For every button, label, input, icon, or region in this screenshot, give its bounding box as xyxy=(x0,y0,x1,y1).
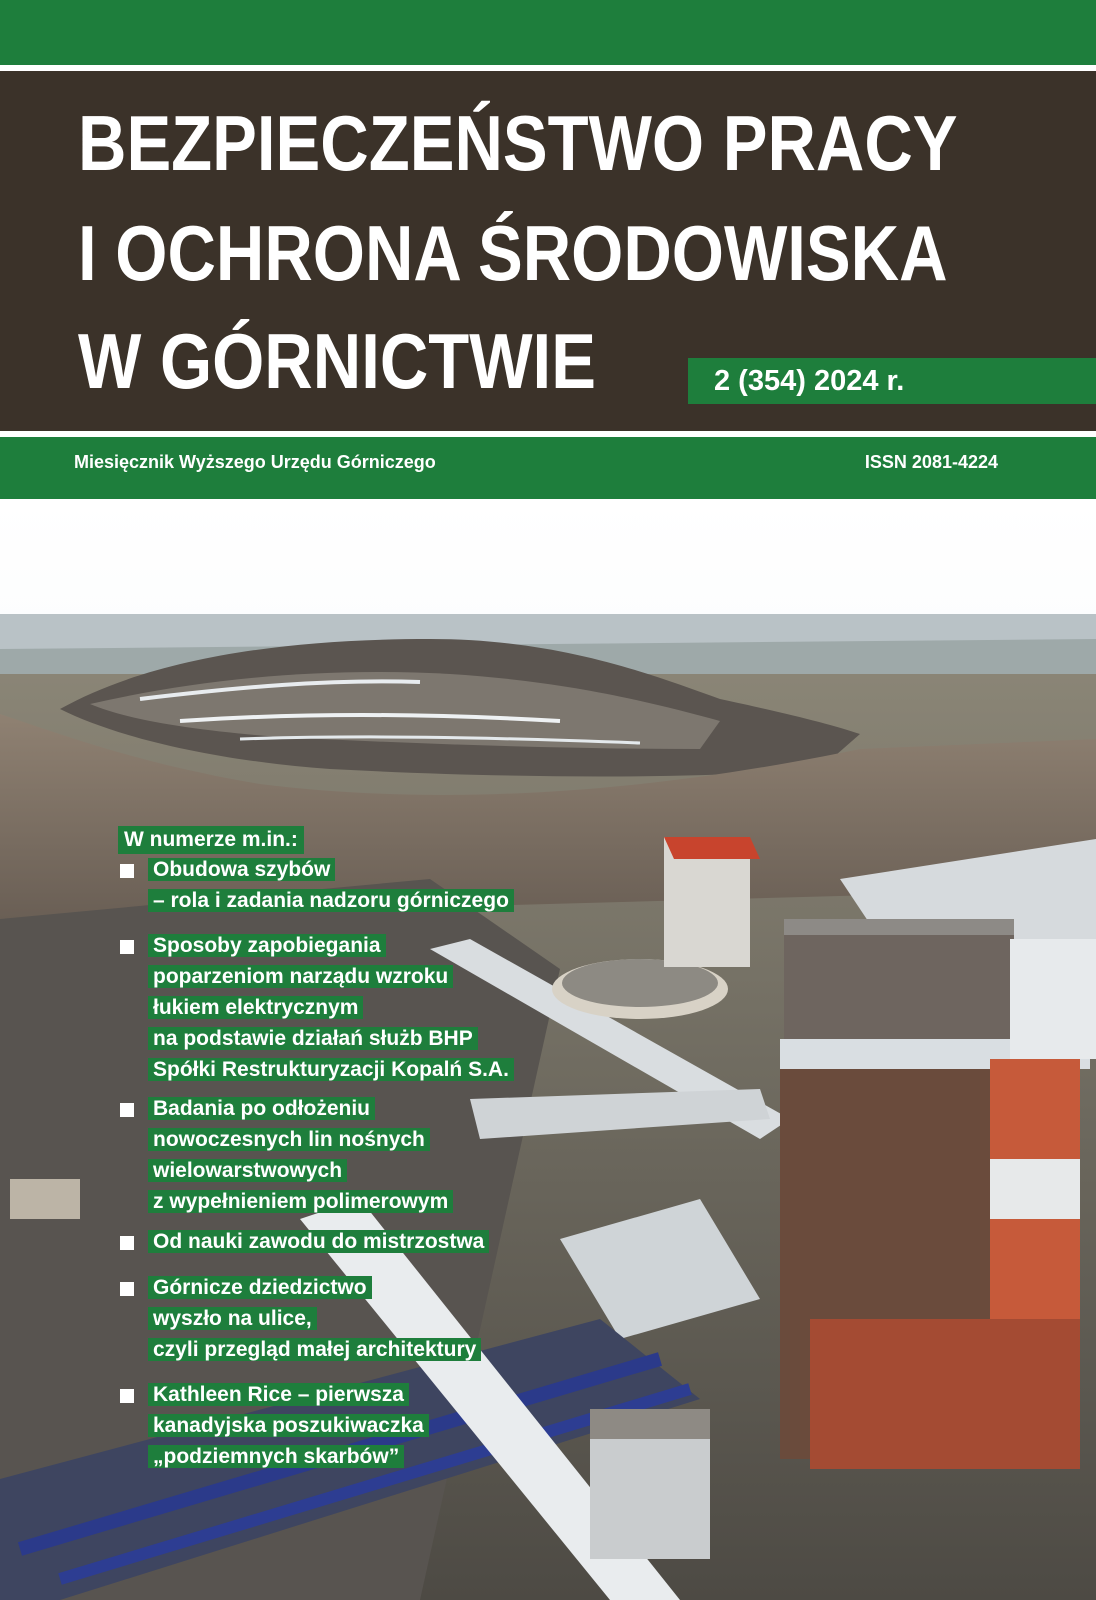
contents-item-line: poparzeniom narządu wzroku xyxy=(148,965,453,988)
contents-item xyxy=(120,856,514,915)
subtitle: Miesięcznik Wyższego Urzędu Górniczego xyxy=(74,452,436,472)
issn: ISSN 2081-4224 xyxy=(864,452,998,472)
contents-item xyxy=(120,1274,481,1364)
contents-item-line: Badania po odłożeniu xyxy=(148,1097,375,1120)
issue-badge xyxy=(688,358,1096,404)
contents-item-line: – rola i zadania nadzoru górniczego xyxy=(148,889,514,912)
top-green-band xyxy=(0,0,1096,65)
contents-item-line: z wypełnieniem polimerowym xyxy=(148,1190,453,1213)
contents-item-line: czyli przegląd małej architektury xyxy=(148,1338,481,1361)
bullet-square-icon xyxy=(120,940,134,954)
contents-item-line: Sposoby zapobiegania xyxy=(148,934,386,957)
bullet-square-icon xyxy=(120,1236,134,1250)
contents-heading: W numerze m.in.: xyxy=(118,826,304,854)
bullet-square-icon xyxy=(120,1282,134,1296)
issue-number: 2 (354) 2024 r. xyxy=(714,364,905,397)
title-line-3: W GÓRNICTWIE xyxy=(78,317,596,405)
contents-item xyxy=(120,1228,489,1256)
contents-item-line: „podziemnych skarbów” xyxy=(148,1445,404,1468)
contents-item xyxy=(120,932,514,1084)
contents-item-line: nowoczesnych lin nośnych xyxy=(148,1128,430,1151)
contents-item-line: łukiem elektrycznym xyxy=(148,996,363,1019)
bullet-square-icon xyxy=(120,1389,134,1403)
contents-item-line: Od nauki zawodu do mistrzostwa xyxy=(148,1230,489,1253)
contents-item xyxy=(120,1095,453,1216)
contents-item-line: Spółki Restrukturyzacji Kopalń S.A. xyxy=(148,1058,514,1081)
contents-item-line: na podstawie działań służb BHP xyxy=(148,1027,478,1050)
bullet-square-icon xyxy=(120,864,134,878)
title-line-1: BEZPIECZEŃSTWO PRACY xyxy=(78,99,958,187)
contents-item-line: Obudowa szybów xyxy=(148,858,335,881)
contents-item-line: wyszło na ulice, xyxy=(148,1307,317,1330)
title-line-2: I OCHRONA ŚRODOWISKA xyxy=(78,209,948,297)
contents-item-line: Górnicze dziedzictwo xyxy=(148,1276,372,1299)
contents-item-line: Kathleen Rice – pierwsza xyxy=(148,1383,409,1406)
contents-item xyxy=(120,1381,429,1471)
contents-item-line: kanadyjska poszukiwaczka xyxy=(148,1414,429,1437)
contents-item-line: wielowarstwowych xyxy=(148,1159,347,1182)
bullet-square-icon xyxy=(120,1103,134,1117)
